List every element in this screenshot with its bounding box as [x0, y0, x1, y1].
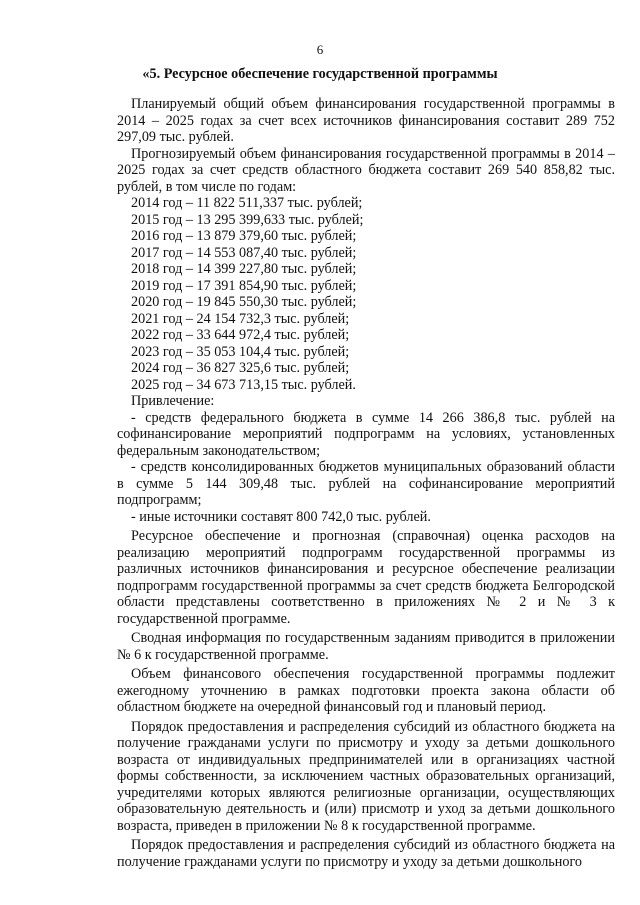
year-item: 2021 год – 24 154 732,3 тыс. рублей; [131, 310, 350, 327]
document-body [117, 96, 615, 870]
intro-paragraph-1: Планируемый общий объем финансирования государственной программы в 2014 – 2025 годах за счет всех источников финансирования составит 289 752 297,09 тыс. рублей. [117, 96, 615, 145]
section-title: «5. Ресурсное обеспечение государственной программы [142, 66, 498, 82]
attraction-item-federal: - средств федерального бюджета в сумме 14 266 386,8 тыс. рублей на софинансирование мероприятий подпрограмм на условиях, установленных федеральным законодательством; [117, 409, 615, 459]
year-item: 2019 год – 17 391 854,90 тыс. рублей; [131, 277, 357, 294]
attraction-item-other: - иные источники составят 800 742,0 тыс. рублей. [131, 508, 431, 525]
yearly-funding-list [117, 195, 615, 393]
year-item: 2014 год – 11 822 511,337 тыс. рублей; [131, 195, 363, 211]
year-item: 2025 год – 34 673 713,15 тыс. рублей. [131, 376, 356, 393]
page-number: 6 [316, 42, 324, 57]
year-item: 2020 год – 19 845 550,30 тыс. рублей; [131, 294, 357, 310]
year-item: 2024 год – 36 827 325,6 тыс. рублей; [131, 360, 350, 376]
year-item: 2017 год – 14 553 087,40 тыс. рублей; [131, 244, 357, 261]
annual-update-paragraph: Объем финансового обеспечения государственной программы подлежит ежегодному уточнению в рамках подготовки проекта закона области об областном бюджете на очередной финансовый год и плановый период. [117, 666, 615, 715]
attraction-label: Привлечение: [131, 393, 215, 409]
year-item: 2016 год – 13 879 379,60 тыс. рублей; [131, 228, 357, 244]
attraction-item-municipal: - средств консолидированных бюджетов муниципальных образований области в сумме 5 144 309,48 тыс. рублей на софинансирование мероприятий подпрограмм; [117, 459, 615, 508]
subsidy-order-paragraph-2: Порядок предоставления и распределения субсидий из областного бюджета на получение гражданами услуги по присмотру и уходу за детьми дошкольного [117, 837, 615, 870]
year-item: 2022 год – 33 644 972,4 тыс. рублей; [131, 327, 350, 343]
state-tasks-paragraph: Сводная информация по государственным заданиям приводится в приложении № 6 к государственной программе. [117, 630, 615, 663]
year-item: 2015 год – 13 295 399,633 тыс. рублей; [131, 211, 364, 228]
year-item: 2023 год – 35 053 104,4 тыс. рублей; [131, 343, 350, 360]
resource-paragraph: Ресурсное обеспечение и прогнозная (справочная) оценка расходов на реализацию мероприятий подпрограмм государственной программы из различных источников финансирования и ресурсное обеспечение реализации подпрограмм государственной программы за счет средств бюджета Белгородской области представлены соответственно в приложениях № 2 и № 3 к государственной программе. [117, 528, 615, 627]
intro-paragraph-2: Прогнозируемый объем финансирования государственной программы в 2014 – 2025 годах за счет средств областного бюджета составит 269 540 858,82 тыс. рублей, в том числе по годам: [117, 145, 615, 195]
year-item: 2018 год – 14 399 227,80 тыс. рублей; [131, 261, 357, 277]
subsidy-order-paragraph: Порядок предоставления и распределения субсидий из областного бюджета на получение гражданами услуги по присмотру и уходу за детьми дошкольного возраста от индивидуальных предпринимателей или в организациях частной формы собственности, за исключением частных образовательных организаций, учредителями которых являются религиозные организации, осуществляющих образовательную деятельность и (или) присмотр и уход за детьми дошкольного возраста, приведен в приложении № 8 к государственной программе. [117, 718, 615, 834]
